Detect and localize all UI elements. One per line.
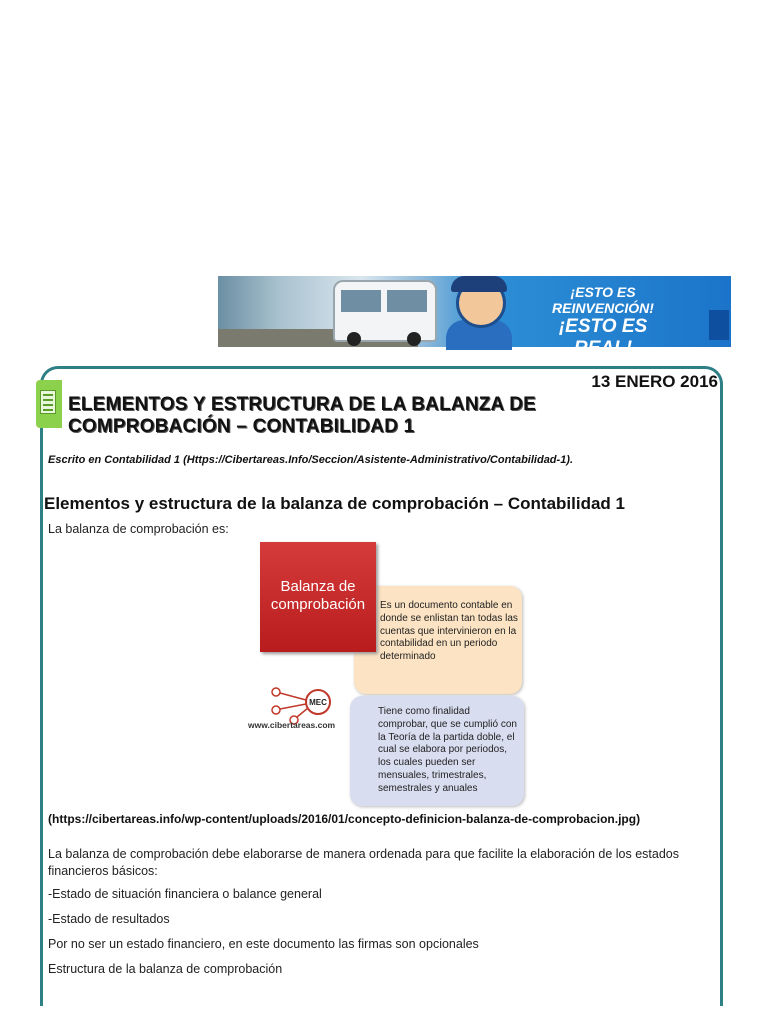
banner-brand-logo xyxy=(709,310,729,340)
definition-box xyxy=(354,586,522,694)
purpose-box xyxy=(350,696,524,806)
written-suffix: . xyxy=(569,454,574,466)
banner-slogan-line1: ¡ESTO ES REINVENCIÓN! xyxy=(552,284,654,317)
article-date: 13 ENERO 2016 xyxy=(591,372,718,391)
site-label: www.cibertareas.com xyxy=(248,720,336,730)
bus-illustration xyxy=(333,280,437,342)
written-in-line xyxy=(48,454,573,466)
paragraph-4: Por no ser un estado financiero, en este documento las firmas son opcionales xyxy=(48,937,479,951)
banner-ad[interactable] xyxy=(218,276,731,360)
paragraph-5: Estructura de la balanza de comprobación xyxy=(48,962,283,976)
character-hat xyxy=(451,276,507,292)
article-title: ELEMENTOS Y ESTRUCTURA DE LA BALANZA DE COMPROBACIÓN – CONTABILIDAD 1 xyxy=(68,394,537,437)
paragraph-1: La balanza de comprobación debe elaborarse de manera ordenada para que facilite la elaboración de los estados financieros básicos: xyxy=(48,847,679,878)
intro-text: La balanza de comprobación es: xyxy=(48,522,229,536)
paragraph-2: -Estado de situación financiera o balance general xyxy=(48,887,322,901)
written-prefix: Escrito en xyxy=(48,454,105,466)
category-link[interactable]: Contabilidad 1 (Https://Cibertareas.Info/Seccion/Asistente-Administrativo/Contabilidad-1) xyxy=(104,454,570,466)
paragraph-3: -Estado de resultados xyxy=(48,912,170,926)
banner-slogan xyxy=(528,284,678,360)
infographic xyxy=(244,540,528,810)
heading-box xyxy=(260,542,376,652)
definition-text: Es un documento contable en donde se enlistan tan todas las cuentas que intervinieron en la contabilidad en un periodo determinado xyxy=(380,600,518,663)
heading-text: Balanza de comprobación xyxy=(270,578,366,613)
purpose-text: Tiene como finalidad comprobar, que se cumplió con la Teoría de la partida doble, el cual se elabora por periodos, los cuales pueden ser mensuales, trimestrales, semestrales y anuales xyxy=(378,706,517,794)
document-icon xyxy=(36,380,62,428)
article-subtitle: Elementos y estructura de la balanza de comprobación – Contabilidad 1 xyxy=(44,494,625,513)
image-url[interactable]: (https://cibertareas.info/wp-content/uploads/2016/01/concepto-definicion-balanza-de-comprobacion.jpg) xyxy=(48,812,641,826)
banner-slogan-line2: ¡ESTO ES REAL! xyxy=(558,316,648,360)
mec-logo-text: MEC xyxy=(309,698,327,707)
